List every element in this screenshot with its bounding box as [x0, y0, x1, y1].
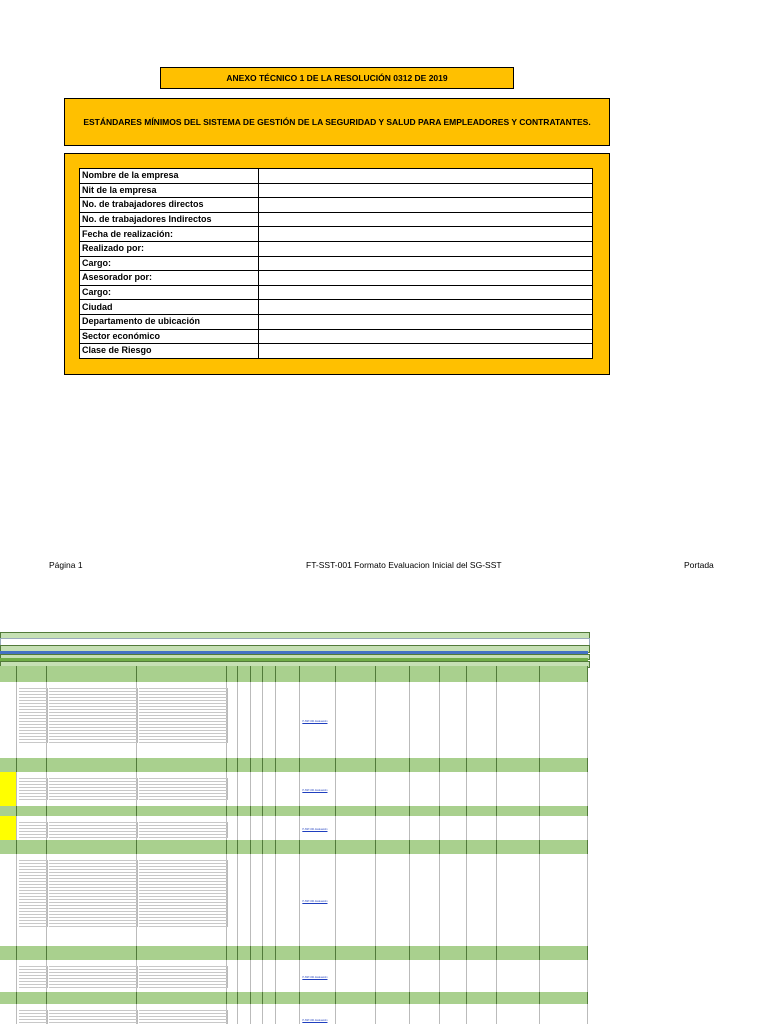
form-field-label: No. de trabajadores directos [80, 198, 259, 213]
standards-title: ESTÁNDARES MÍNIMOS DEL SISTEMA DE GESTIÓN DE LA SEGURIDAD Y SALUD PARA EMPLEADORES Y CONTRATANTES. [64, 98, 610, 146]
sheet-data-row [0, 772, 588, 807]
form-row [80, 183, 593, 198]
procedure-link[interactable]: P-SST-001 Evaluación [302, 789, 328, 792]
procedure-link[interactable]: P-SST-001 Evaluación [302, 720, 328, 723]
form-row [80, 314, 593, 329]
form-field-label: Sector económico [80, 329, 259, 344]
sheet-data-row [0, 816, 588, 841]
sheet-header-row [0, 946, 588, 960]
form-row [80, 212, 593, 227]
form-field-label: Ciudad [80, 300, 259, 315]
sheet-header-row [0, 666, 588, 682]
form-row [80, 198, 593, 213]
form-row [80, 271, 593, 286]
form-field-label: Nit de la empresa [80, 183, 259, 198]
form-field-label: Fecha de realización: [80, 227, 259, 242]
form-row [80, 300, 593, 315]
procedure-link[interactable]: P-SST-001 Evaluación [302, 1019, 328, 1022]
form-field-value[interactable] [259, 314, 593, 329]
form-field-value[interactable] [259, 271, 593, 286]
company-info-table [79, 168, 593, 359]
procedure-link[interactable]: P-SST-001 Evaluación [302, 900, 328, 903]
form-row [80, 285, 593, 300]
sheet-header-row [0, 840, 588, 854]
form-field-value[interactable] [259, 329, 593, 344]
form-row [80, 344, 593, 359]
second-page-preview [0, 632, 768, 1024]
sheet-data-row [0, 1004, 588, 1024]
form-field-value[interactable] [259, 256, 593, 271]
form-row [80, 227, 593, 242]
footer-document: FT-SST-001 Formato Evaluacion Inicial del SG-SST [306, 560, 502, 570]
form-row [80, 256, 593, 271]
sheet-header-row [0, 992, 588, 1004]
annex-title: ANEXO TÉCNICO 1 DE LA RESOLUCIÓN 0312 DE 2019 [160, 67, 514, 89]
sheet-data-row [0, 854, 588, 947]
footer-page: Página 1 [49, 560, 83, 570]
sheet-data-row [0, 960, 588, 993]
form-field-label: Departamento de ubicación [80, 314, 259, 329]
form-field-label: Asesorador por: [80, 271, 259, 286]
form-field-value[interactable] [259, 300, 593, 315]
form-field-label: Realizado por: [80, 241, 259, 256]
form-row [80, 329, 593, 344]
form-field-value[interactable] [259, 241, 593, 256]
form-field-label: Cargo: [80, 285, 259, 300]
company-info-panel [64, 153, 610, 375]
form-field-label: No. de trabajadores Indirectos [80, 212, 259, 227]
form-field-value[interactable] [259, 198, 593, 213]
procedure-link[interactable]: P-SST-001 Evaluación [302, 976, 328, 979]
form-row [80, 241, 593, 256]
form-field-value[interactable] [259, 183, 593, 198]
form-field-value[interactable] [259, 227, 593, 242]
form-field-label: Cargo: [80, 256, 259, 271]
form-row [80, 169, 593, 184]
form-field-value[interactable] [259, 344, 593, 359]
sheet-header-row [0, 758, 588, 772]
form-field-value[interactable] [259, 285, 593, 300]
footer-sheet: Portada [684, 560, 714, 570]
form-field-label: Clase de Riesgo [80, 344, 259, 359]
form-field-value[interactable] [259, 212, 593, 227]
form-field-value[interactable] [259, 169, 593, 184]
procedure-link[interactable]: P-SST-001 Evaluación [302, 828, 328, 831]
sheet-data-row [0, 682, 588, 759]
sheet-header-row [0, 806, 588, 816]
form-field-label: Nombre de la empresa [80, 169, 259, 184]
